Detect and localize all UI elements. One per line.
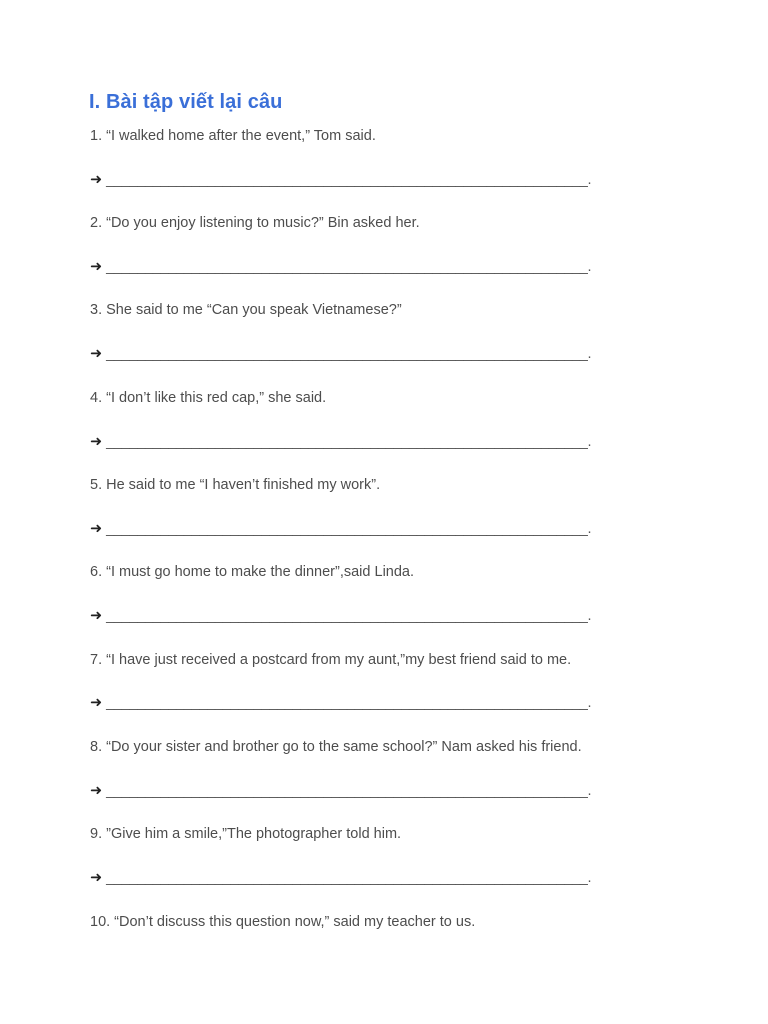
- answer-blank: ______________________________________________________________.: [106, 695, 592, 711]
- arrow-icon: ➜: [90, 870, 103, 886]
- answer-blank: ______________________________________________________________.: [106, 434, 592, 450]
- answer-blank: ______________________________________________________________.: [106, 521, 592, 537]
- answer-line-7: [90, 694, 591, 712]
- arrow-icon: ➜: [90, 608, 103, 624]
- arrow-icon: ➜: [90, 259, 103, 275]
- answer-line-1: [90, 171, 591, 189]
- question-4: 4. “I don’t like this red cap,” she said.: [90, 390, 327, 406]
- arrow-icon: ➜: [90, 695, 103, 711]
- worksheet-title: I. Bài tập viết lại câu: [89, 91, 283, 113]
- answer-blank: ______________________________________________________________.: [106, 608, 592, 624]
- arrow-icon: ➜: [90, 521, 103, 537]
- answer-line-2: [90, 258, 591, 276]
- question-7: 7. “I have just received a postcard from my aunt,”my best friend said to me.: [90, 652, 572, 668]
- answer-blank: ______________________________________________________________.: [106, 259, 592, 275]
- question-3: 3. She said to me “Can you speak Vietnamese?”: [90, 302, 402, 318]
- answer-blank: ______________________________________________________________.: [106, 783, 592, 799]
- question-10: 10. “Don’t discuss this question now,” said my teacher to us.: [90, 914, 476, 930]
- question-8: 8. “Do your sister and brother go to the same school?” Nam asked his friend.: [90, 739, 582, 755]
- arrow-icon: ➜: [90, 783, 103, 799]
- arrow-icon: ➜: [90, 434, 103, 450]
- question-9: 9. ”Give him a smile,”The photographer told him.: [90, 826, 402, 842]
- arrow-icon: ➜: [90, 346, 103, 362]
- answer-line-4: [90, 433, 591, 451]
- question-6: 6. “I must go home to make the dinner”,said Linda.: [90, 564, 415, 580]
- answer-line-3: [90, 345, 591, 363]
- answer-line-8: [90, 782, 591, 800]
- question-5: 5. He said to me “I haven’t finished my work”.: [90, 477, 381, 493]
- answer-blank: ______________________________________________________________.: [106, 346, 592, 362]
- answer-line-6: [90, 607, 591, 625]
- answer-blank: ______________________________________________________________.: [106, 172, 592, 188]
- question-2: 2. “Do you enjoy listening to music?” Bin asked her.: [90, 215, 420, 231]
- question-1: 1. “I walked home after the event,” Tom said.: [90, 128, 376, 144]
- answer-line-9: [90, 869, 591, 887]
- answer-blank: ______________________________________________________________.: [106, 870, 592, 886]
- answer-line-5: [90, 520, 591, 538]
- arrow-icon: ➜: [90, 172, 103, 188]
